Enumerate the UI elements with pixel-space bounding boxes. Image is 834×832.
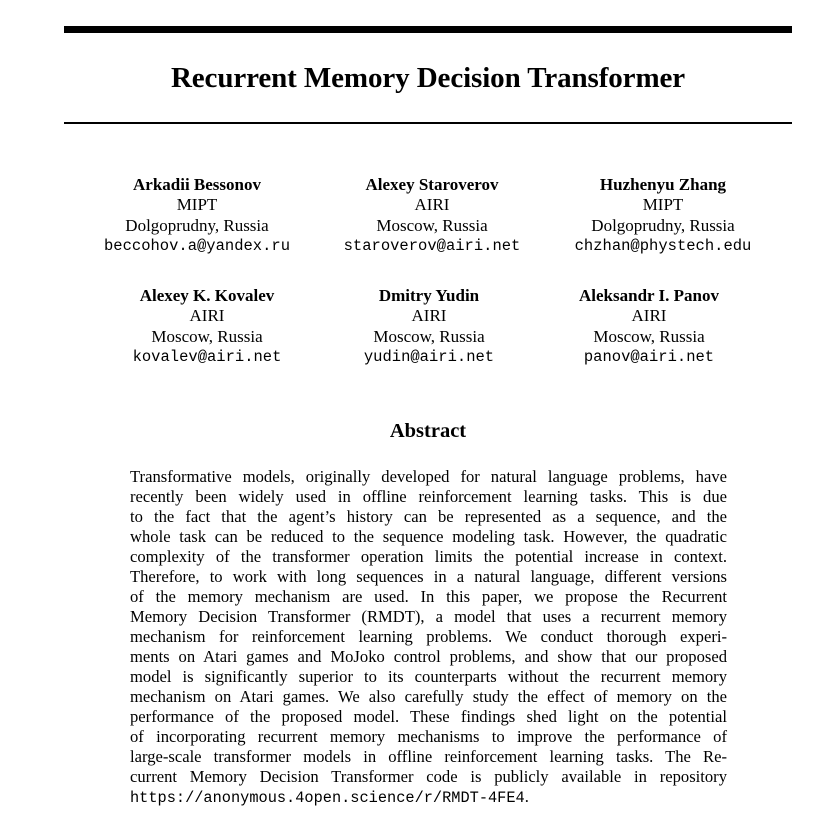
author-affiliation: MIPT: [176, 195, 218, 215]
author-affiliation: AIRI: [411, 306, 447, 326]
abstract-heading: Abstract: [389, 420, 467, 442]
author-name: Aleksandr I. Panov: [579, 286, 719, 305]
author-name: Alexey Staroverov: [365, 175, 499, 194]
author-name: Arkadii Bessonov: [133, 175, 261, 194]
abstract-line: recently been widely used in offline reinforcement learning tasks. This is due: [130, 487, 727, 506]
abstract-body: [130, 467, 727, 807]
author-block: [77, 175, 317, 256]
abstract-line: Memory Decision Transformer (RMDT), a model that uses a recurrent memory: [130, 607, 727, 626]
abstract-line: of incorporating recurrent memory mechanisms to improve the performance of: [130, 727, 727, 746]
abstract-line: mechanism for reinforcement learning problems. We conduct thorough experi-: [130, 627, 727, 646]
abstract-line: current Memory Decision Transformer code is publicly available in repository: [130, 767, 727, 786]
abstract-line: Therefore, to work with long sequences in a natural language, different versions: [130, 567, 727, 586]
title-bottom-rule: [64, 122, 792, 124]
abstract-line: whole task can be reduced to the sequence modeling task. However, the quadratic: [130, 527, 727, 546]
abstract-line: of the memory mechanism are used. In this paper, we propose the Recurrent: [130, 587, 727, 606]
author-location: Moscow, Russia: [593, 326, 705, 346]
author-affiliation: AIRI: [631, 306, 667, 326]
author-email[interactable]: chzhan@phystech.edu: [574, 236, 752, 255]
author-affiliation: MIPT: [642, 195, 684, 215]
top-rule: [64, 26, 792, 33]
abstract-line: large-scale transformer models in offline reinforcement learning tasks. The Re-: [130, 747, 727, 766]
author-block: [87, 286, 327, 367]
abstract-line: performance of the proposed model. These findings shed light on the potential: [130, 707, 727, 726]
author-block: [312, 175, 552, 256]
abstract-line: to the fact that the agent’s history can be represented as a sequence, and the: [130, 507, 727, 526]
author-name: Huzhenyu Zhang: [599, 175, 727, 194]
author-location: Dolgoprudny, Russia: [591, 215, 735, 235]
author-block: [309, 286, 549, 367]
author-block: [543, 175, 783, 256]
abstract-line: mechanism on Atari games. We also carefully study the effect of memory on the: [130, 687, 727, 706]
repository-link[interactable]: https://anonymous.4open.science/r/RMDT-4FE4: [130, 789, 525, 807]
author-location: Dolgoprudny, Russia: [125, 215, 269, 235]
abstract-line: model is significantly superior to its counterparts without the recurrent memory: [130, 667, 727, 686]
author-location: Moscow, Russia: [151, 326, 263, 346]
paper-title: Recurrent Memory Decision Transformer: [170, 62, 686, 94]
author-location: Moscow, Russia: [373, 326, 485, 346]
abstract-line: complexity of the transformer operation limits the potential increase in context.: [130, 547, 727, 566]
abstract-line: Transformative models, originally developed for natural language problems, have: [130, 467, 727, 486]
author-affiliation: AIRI: [189, 306, 225, 326]
author-block: [529, 286, 769, 367]
author-email[interactable]: kovalev@airi.net: [132, 347, 282, 366]
author-name: Alexey K. Kovalev: [139, 286, 275, 305]
author-affiliation: AIRI: [414, 195, 450, 215]
author-email[interactable]: beccohov.a@yandex.ru: [103, 236, 291, 255]
author-location: Moscow, Russia: [376, 215, 488, 235]
author-email[interactable]: staroverov@airi.net: [343, 236, 521, 255]
final-period: .: [524, 787, 529, 806]
author-name: Dmitry Yudin: [378, 286, 480, 305]
author-email[interactable]: panov@airi.net: [583, 347, 715, 366]
author-email[interactable]: yudin@airi.net: [363, 347, 495, 366]
abstract-line: ments on Atari games and MoJoko control problems, and show that our proposed: [130, 647, 727, 666]
abstract-last-line: [130, 787, 727, 807]
